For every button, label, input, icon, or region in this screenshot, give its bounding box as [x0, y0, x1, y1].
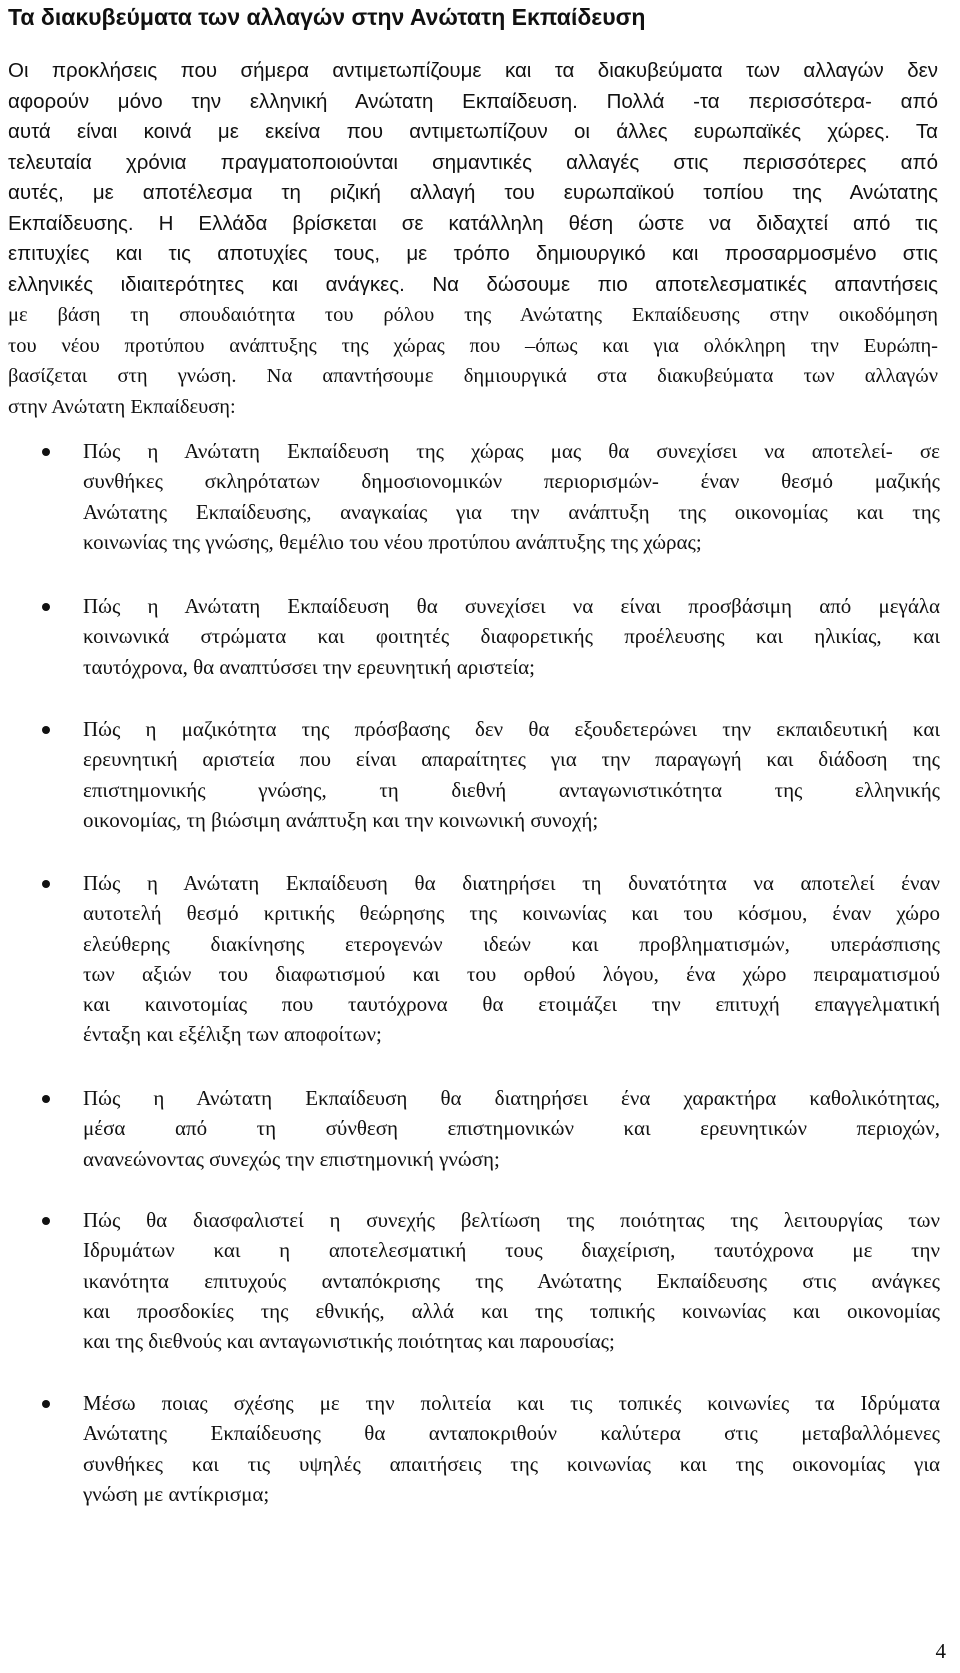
- document-title: Τα διακυβεύματα των αλλαγών στην Ανώτατη Εκπαίδευση: [8, 4, 646, 30]
- list-item-text: [83, 1388, 940, 1509]
- list-item-line: Πώς η Ανώτατη Εκπαίδευση θα συνεχίσει να είναι προσβάσιμη από μεγάλα: [83, 594, 940, 618]
- bullet-icon: [42, 448, 50, 456]
- intro-line: επιτυχίες και τις αποτυχίες τους, με τρόπο δημιουργικό και προσαρμοσμένο στις: [8, 242, 938, 265]
- intro-line: ελληνικές ιδιαιτερότητες και ανάγκες. Να δώσουμε πιο αποτελεσματικές απαντήσεις: [8, 272, 938, 296]
- list-item-line: συνθήκες σκληρότατων δημοσιονομικών περιορισμών- έναν θεσμό μαζικής: [83, 469, 940, 494]
- list-item-text: [83, 436, 940, 557]
- list-item-line: ένταξη και εξέλιξη των αποφοίτων;: [83, 1022, 382, 1047]
- intro-line: στην Ανώτατη Εκπαίδευση:: [8, 395, 236, 418]
- list-item-line: και της διεθνούς και ανταγωνιστικής ποιότητας και παρουσίας;: [83, 1329, 615, 1354]
- list-item-line: και καινοτομίας που ταυτόχρονα θα ετοιμάζει την επιτυχή επαγγελματική: [83, 992, 940, 1017]
- list-item-line: αυτοτελή θεσμό κριτικής θεώρησης της κοινωνίας και του κόσμου, έναν χώρο: [83, 901, 940, 926]
- intro-line: με βάση τη σπουδαιότητα του ρόλου της Ανώτατης Εκπαίδευσης στην οικοδόμηση: [8, 304, 938, 326]
- intro-line: του νέου προτύπου ανάπτυξης της χώρας που –όπως και για ολόκληρη την Ευρώπη-: [8, 334, 938, 357]
- list-item-line: Ανώτατης Εκπαίδευσης θα ανταποκριθούν καλύτερα στις μεταβαλλόμενες: [83, 1421, 940, 1446]
- intro-line: τελευταία χρόνια πραγματοποιούνται σημαντικές αλλαγές στις περισσότερες από: [8, 150, 938, 174]
- bullet-icon: [42, 726, 50, 734]
- bullet-icon: [42, 1095, 50, 1103]
- list-item-line: ταυτόχρονα, θα αναπτύσσει την ερευνητική αριστεία;: [83, 654, 535, 679]
- list-item-line: Πώς θα διασφαλιστεί η συνεχής βελτίωση της ποιότητας της λειτουργίας των: [83, 1208, 940, 1232]
- list-item-line: Μέσω ποιας σχέσης με την πολιτεία και τις τοπικές κοινωνίες τα Ιδρύματα: [83, 1391, 940, 1415]
- bullet-icon: [42, 1400, 50, 1408]
- list-item-line: ελεύθερης διακίνησης ετερογενών ιδεών και προβληματισμών, υπεράσπισης: [83, 931, 940, 956]
- bullet-icon: [42, 603, 50, 611]
- list-item-line: μέσα από τη σύνθεση επιστημονικών και ερευνητικών περιοχών,: [83, 1116, 940, 1141]
- list-item-line: κοινωνικά στρώματα και φοιτητές διαφορετικής προέλευσης και ηλικίας, και: [83, 624, 940, 649]
- list-item-line: Πώς η Ανώτατη Εκπαίδευση της χώρας μας θα συνεχίσει να αποτελεί- σε: [83, 439, 940, 463]
- list-item-line: και προσδοκίες της εθνικής, αλλά και της τοπικής κοινωνίας και οικονομίας: [83, 1298, 940, 1323]
- intro-line: αυτά είναι κοινά με εκείνα που αντιμετωπίζουν οι άλλες ευρωπαϊκές χώρες. Τα: [8, 120, 938, 143]
- list-item-text: [83, 591, 940, 682]
- list-item-line: επιστημονικής γνώσης, τη διεθνή ανταγωνιστικότητα της ελληνικής: [83, 777, 940, 802]
- intro-line: βασίζεται στη γνώση. Να απαντήσουμε δημιουργικά στα διακυβεύματα των αλλαγών: [8, 365, 938, 387]
- list-item-line: συνθήκες και τις υψηλές απαιτήσεις της κοινωνίας και της οικονομίας για: [83, 1451, 940, 1476]
- list-item-text: [83, 868, 940, 1050]
- list-item-line: ερευνητική αριστεία που είναι απαραίτητες για την παραγωγή και διάδοση της: [83, 747, 940, 772]
- bullet-icon: [42, 880, 50, 888]
- intro-line: Εκπαίδευσης. Η Ελλάδα βρίσκεται σε κατάλληλη θέση ώστε να διδαχτεί από τις: [8, 211, 938, 235]
- intro-line: αυτές, με αποτέλεσμα τη ριζική αλλαγή του ευρωπαϊκού τοπίου της Ανώτατης: [8, 181, 938, 204]
- list-item-line: Πώς η Ανώτατη Εκπαίδευση θα διατηρήσει ένα χαρακτήρα καθολικότητας,: [83, 1086, 940, 1110]
- page-number: 4: [935, 1639, 946, 1663]
- intro-paragraph: [8, 56, 938, 422]
- list-item-line: των αξιών του διαφωτισμού και του ορθού λόγου, ένα χώρο πειραματισμού: [83, 961, 940, 986]
- list-item-line: Ανώτατης Εκπαίδευσης, αναγκαίας για την ανάπτυξη της οικονομίας και της: [83, 499, 940, 524]
- list-item-text: [83, 1083, 940, 1174]
- list-item-line: Πώς η Ανώτατη Εκπαίδευση θα διατηρήσει τη δυνατότητα να αποτελεί έναν: [83, 871, 940, 895]
- list-item-text: [83, 714, 940, 835]
- intro-line: Οι προκλήσεις που σήμερα αντιμετωπίζουμε και τα διακυβεύματα των αλλαγών δεν: [8, 59, 938, 82]
- list-item-line: ικανότητα επιτυχούς ανταπόκρισης της Ανώτατης Εκπαίδευσης στις ανάγκες: [83, 1268, 940, 1293]
- bullet-icon: [42, 1217, 50, 1225]
- list-item-line: Πώς η μαζικότητα της πρόσβασης δεν θα εξουδετερώνει την εκπαιδευτική και: [83, 717, 940, 741]
- list-item-line: Ιδρυμάτων και η αποτελεσματική τους διαχείριση, ταυτόχρονα με την: [83, 1238, 940, 1263]
- intro-line: αφορούν μόνο την ελληνική Ανώτατη Εκπαίδευση. Πολλά -τα περισσότερα- από: [8, 89, 938, 113]
- list-item-line: ανανεώνοντας συνεχώς την επιστημονική γνώση;: [83, 1146, 500, 1171]
- list-item-text: [83, 1205, 940, 1356]
- list-item-line: οικονομίας, τη βιώσιμη ανάπτυξη και την κοινωνική συνοχή;: [83, 807, 599, 832]
- list-item-line: κοινωνίας της γνώσης, θεμέλιο του νέου προτύπου ανάπτυξης της χώρας;: [83, 529, 702, 554]
- list-item-line: γνώση με αντίκρισμα;: [83, 1481, 270, 1506]
